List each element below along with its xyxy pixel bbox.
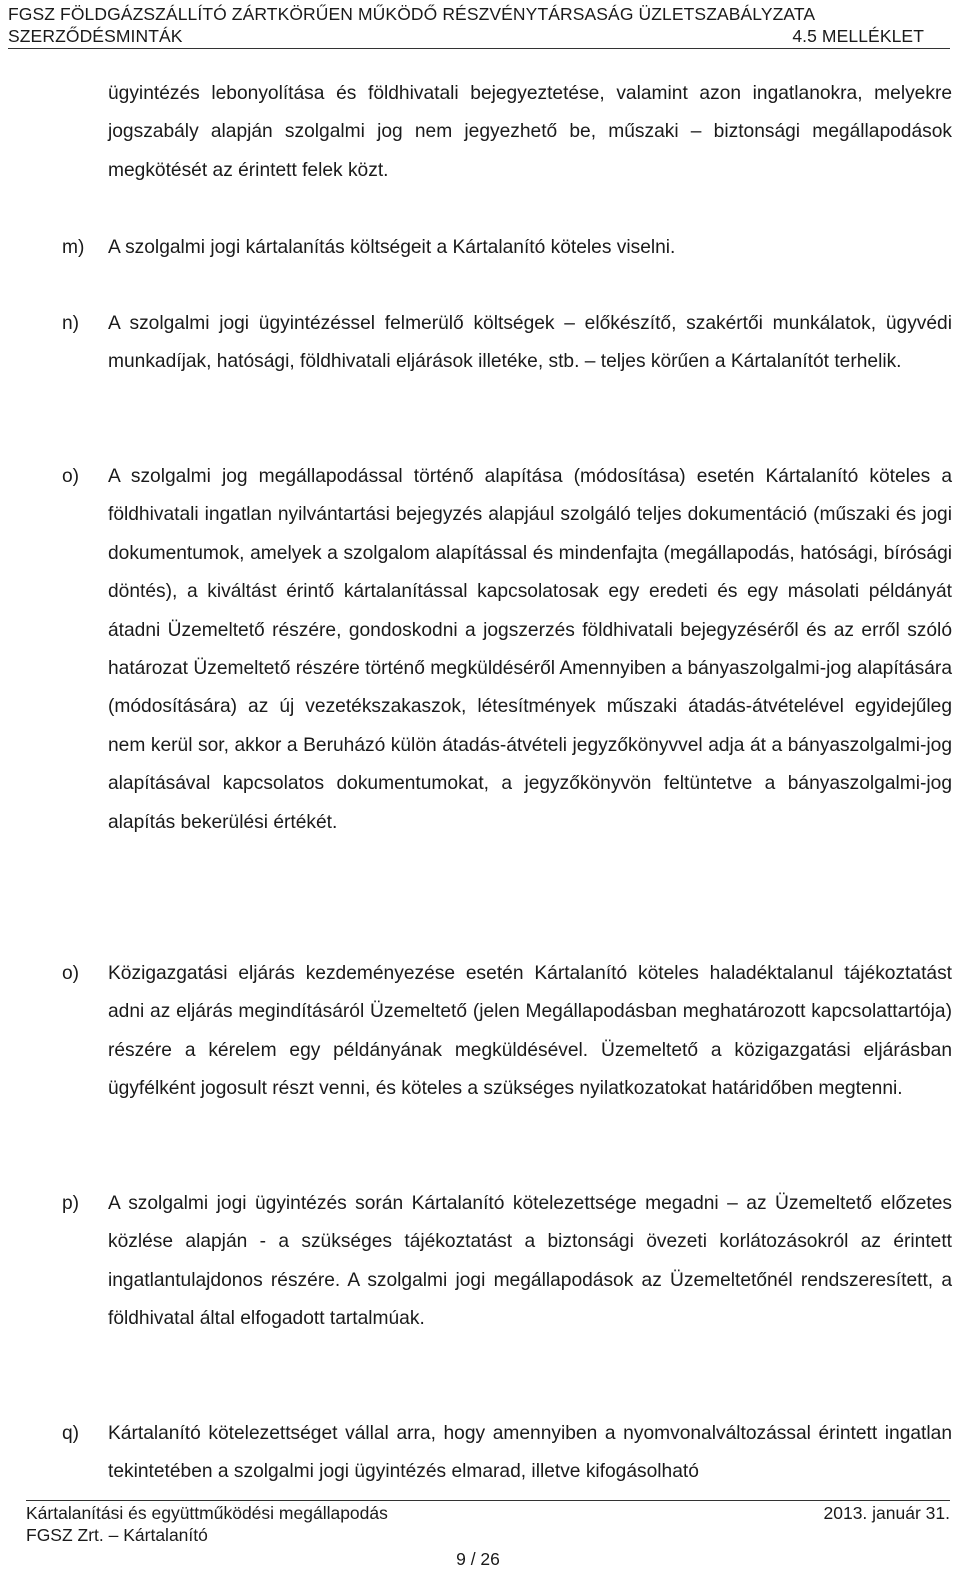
footer-company: FGSZ Zrt. – Kártalanító bbox=[26, 1525, 208, 1545]
footer-date: 2013. január 31. bbox=[823, 1503, 950, 1523]
page-header bbox=[8, 0, 950, 49]
list-item-text: A szolgalmi jogi ügyintézés során Kártalanító kötelezettsége megadni – az Üzemeltető előzetes közlése alapján - a szükséges tájékoztatást a biztonsági övezeti korlátozásokról az érintett ingatlantulajdonos részére. A szolgalmi jogi megállapodások az Üzemeltetőnél rendszeresített, a földhivatal által elfogadott tartalmúak. bbox=[108, 1193, 952, 1330]
header-title: FGSZ FÖLDGÁZSZÁLLÍTÓ ZÁRTKÖRŰEN MŰKÖDŐ RÉSZVÉNYTÁRSASÁG ÜZLETSZABÁLYZATA bbox=[8, 4, 816, 24]
header-section: SZERZŐDÉSMINTÁK bbox=[8, 26, 183, 46]
header-annex: 4.5 MELLÉKLET bbox=[792, 26, 924, 46]
list-item-letter: p) bbox=[62, 1193, 80, 1214]
list-item-text: A szolgalmi jog megállapodással történő alapítása (módosítása) esetén Kártalanító köteles a földhivatali ingatlan nyilvántartási bejegyzés alapjául szolgáló teljes dokumentáció (műszaki és jogi dokumentumok, amelyek a szolgalom alapítással és mindenfajta (megállapodás, hatósági, bírósági döntés), a kiváltást érintő kártalanítással kapcsolatosak egy eredeti és egy másolati példányát átadni Üzemeltető részére, gondoskodni a jogszerzés földhivatali bejegyzéséről és az erről szóló határozat Üzemeltető részére történő megküldéséről Amennyiben a bányaszolgalmi-jog alapítására (módosítására) az új vezetékszakaszok, létesítmények műszaki átadás-átvételével egyidejűleg nem kerül sor, akkor a Beruházó külön átadás-átvételi jegyzőkönyvvel adja át a bányaszolgalmi-jog alapításával kapcsolatos dokumentumokat, a jegyzőkönyvön feltüntetve a bányaszolgalmi-jog alapítás bekerülési értékét. bbox=[108, 466, 952, 833]
footer-document-title: Kártalanítási és együttműködési megállapodás bbox=[26, 1503, 388, 1523]
continuation-paragraph: ügyintézés lebonyolítása és földhivatali bejegyeztetése, valamint azon ingatlanokra, melyekre jogszabály alapján szolgalmi jog nem jegyezhető be, műszaki – biztonsági megállapodások megkötését az érintett felek közt. bbox=[108, 83, 952, 181]
page-number: 9 / 26 bbox=[456, 1549, 500, 1569]
list-item-text: Kártalanító kötelezettséget vállal arra, hogy amennyiben a nyomvonalváltozással érintett ingatlan tekintetében a szolgalmi jogi ügyintézés elmarad, illetve kifogásolható bbox=[108, 1423, 952, 1483]
footer-divider bbox=[26, 1500, 950, 1501]
list-item-letter: m) bbox=[62, 237, 85, 258]
list-item-letter: o) bbox=[62, 466, 80, 487]
list-item-letter: o) bbox=[62, 963, 80, 984]
list-item-text: A szolgalmi jogi ügyintézéssel felmerülő költségek – előkészítő, szakértői munkálatok, ügyvédi munkadíjak, hatósági, földhivatali eljárások illetéke, stb. – teljes körűen a Kártalanítót terhelik. bbox=[108, 313, 952, 373]
list-item-text: Közigazgatási eljárás kezdeményezése esetén Kártalanító köteles haladéktalanul tájékoztatást adni az eljárás megindításáról Üzemeltető (jelen Megállapodásban meghatározott kapcsolattartója) részére a kérelem egy példányának megküldésével. Üzemeltető a közigazgatási eljárásban ügyfélként jogosult részt venni, és köteles a szükséges nyilatkozatokat határidőben megtenni. bbox=[108, 963, 952, 1100]
list-item-letter: n) bbox=[62, 313, 80, 334]
list-item-text: A szolgalmi jogi kártalanítás költségeit a Kártalanító köteles viselni. bbox=[108, 237, 676, 258]
list-item-letter: q) bbox=[62, 1423, 80, 1444]
page-footer bbox=[26, 1500, 950, 1570]
